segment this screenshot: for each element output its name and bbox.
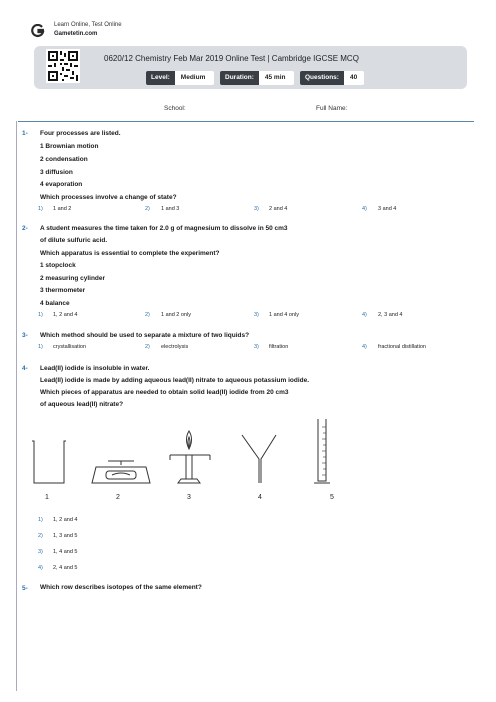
full-name-field-label: Full Name: <box>316 105 348 112</box>
question-number: 3- <box>22 332 28 339</box>
option-text[interactable]: 3 and 4 <box>378 206 397 212</box>
option-number[interactable]: 3) <box>254 344 259 350</box>
option-text[interactable]: crystallisation <box>53 344 87 350</box>
option-text[interactable]: 1 and 2 <box>53 206 72 212</box>
option-number[interactable]: 4) <box>362 206 367 212</box>
question-text: 3 diffusion <box>40 169 73 176</box>
question-text: Four processes are listed. <box>40 130 121 137</box>
option-text[interactable]: fractional distillation <box>378 344 426 350</box>
header-divider <box>18 121 474 122</box>
apparatus-label: 5 <box>330 494 334 501</box>
question-text: of aqueous lead(II) nitrate? <box>40 401 124 408</box>
question-number: 1- <box>22 130 28 137</box>
apparatus-label: 3 <box>187 494 191 501</box>
duration-badge <box>220 71 294 85</box>
apparatus-label: 1 <box>45 494 49 501</box>
question-text: A student measures the time taken for 2.0 g of magnesium to dissolve in 50 cm3 <box>40 225 288 232</box>
question-text: Which processes involve a change of state? <box>40 194 177 201</box>
question-number: 4- <box>22 365 28 372</box>
funnel-icon <box>242 435 276 483</box>
duration-label: Duration: <box>220 71 259 85</box>
option-number[interactable]: 4) <box>362 344 367 350</box>
question-text: 2 condensation <box>40 156 88 163</box>
beaker-icon <box>32 441 66 483</box>
test-title: 0620/12 Chemistry Feb Mar 2019 Online Test | Cambridge IGCSE MCQ <box>104 54 359 63</box>
option-number[interactable]: 2) <box>145 206 150 212</box>
question-text: Which pieces of apparatus are needed to obtain solid lead(II) iodide from 20 cm3 <box>40 389 289 396</box>
option-text[interactable]: 2 and 4 <box>269 206 288 212</box>
question-text: Which method should be used to separate a mixture of two liquids? <box>40 332 250 339</box>
questions-label: Questions: <box>300 71 344 85</box>
option-number[interactable]: 3) <box>254 206 259 212</box>
level-badge <box>146 71 214 85</box>
apparatus-figure <box>20 415 360 495</box>
option-text[interactable]: 1, 2 and 4 <box>53 517 78 523</box>
bunsen-burner-icon <box>170 431 210 483</box>
option-text[interactable]: electrolysis <box>161 344 189 350</box>
qr-code-icon <box>46 49 80 83</box>
option-number[interactable]: 1) <box>38 312 43 318</box>
question-text: of dilute sulfuric acid. <box>40 237 108 244</box>
option-number[interactable]: 1) <box>38 344 43 350</box>
option-number[interactable]: 2) <box>145 312 150 318</box>
brand-site[interactable]: Gametetin.com <box>54 31 98 37</box>
option-text[interactable]: 1, 3 and 5 <box>53 533 78 539</box>
option-number[interactable]: 4) <box>362 312 367 318</box>
option-number[interactable]: 2) <box>38 533 43 539</box>
option-text[interactable]: 1 and 3 <box>161 206 180 212</box>
questions-value: 40 <box>344 71 364 85</box>
option-text[interactable]: 1, 4 and 5 <box>53 549 78 555</box>
school-field-label: School: <box>164 105 186 112</box>
option-number[interactable]: 3) <box>38 549 43 555</box>
question-text: 4 evaporation <box>40 181 83 188</box>
left-margin-line <box>16 121 17 691</box>
level-value: Medium <box>175 71 214 85</box>
option-text[interactable]: 2, 3 and 4 <box>378 312 403 318</box>
question-text: 1 Brownian motion <box>40 143 99 150</box>
option-text[interactable]: 1 and 4 only <box>269 312 299 318</box>
question-number: 2- <box>22 225 28 232</box>
site-logo[interactable] <box>31 24 45 38</box>
duration-value: 45 min <box>259 71 294 85</box>
questions-badge <box>300 71 364 85</box>
apparatus-label: 4 <box>258 494 262 501</box>
logo-icon <box>31 24 45 38</box>
balance-icon <box>92 461 150 483</box>
brand-tagline: Learn Online, Test Online <box>54 22 122 28</box>
option-text[interactable]: 2, 4 and 5 <box>53 565 78 571</box>
question-text: Which apparatus is essential to complete the experiment? <box>40 250 220 257</box>
question-text: Which row describes isotopes of the same element? <box>40 584 202 591</box>
question-text: 3 thermometer <box>40 287 86 294</box>
option-number[interactable]: 4) <box>38 565 43 571</box>
option-number[interactable]: 2) <box>145 344 150 350</box>
question-text: 4 balance <box>40 300 70 307</box>
measuring-cylinder-icon <box>314 419 330 483</box>
option-number[interactable]: 3) <box>254 312 259 318</box>
option-text[interactable]: 1 and 2 only <box>161 312 191 318</box>
question-text: Lead(II) iodide is made by adding aqueous lead(II) nitrate to aqueous potassium iodide. <box>40 377 310 384</box>
apparatus-label: 2 <box>116 494 120 501</box>
option-number[interactable]: 1) <box>38 206 43 212</box>
question-number: 5- <box>22 585 28 592</box>
option-text[interactable]: 1, 2 and 4 <box>53 312 78 318</box>
question-text: Lead(II) iodide is insoluble in water. <box>40 365 150 372</box>
question-text: 2 measuring cylinder <box>40 275 106 282</box>
question-text: 1 stopclock <box>40 262 76 269</box>
option-number[interactable]: 1) <box>38 517 43 523</box>
level-label: Level: <box>146 71 175 85</box>
qr-code <box>46 49 80 83</box>
option-text[interactable]: filtration <box>269 344 289 350</box>
